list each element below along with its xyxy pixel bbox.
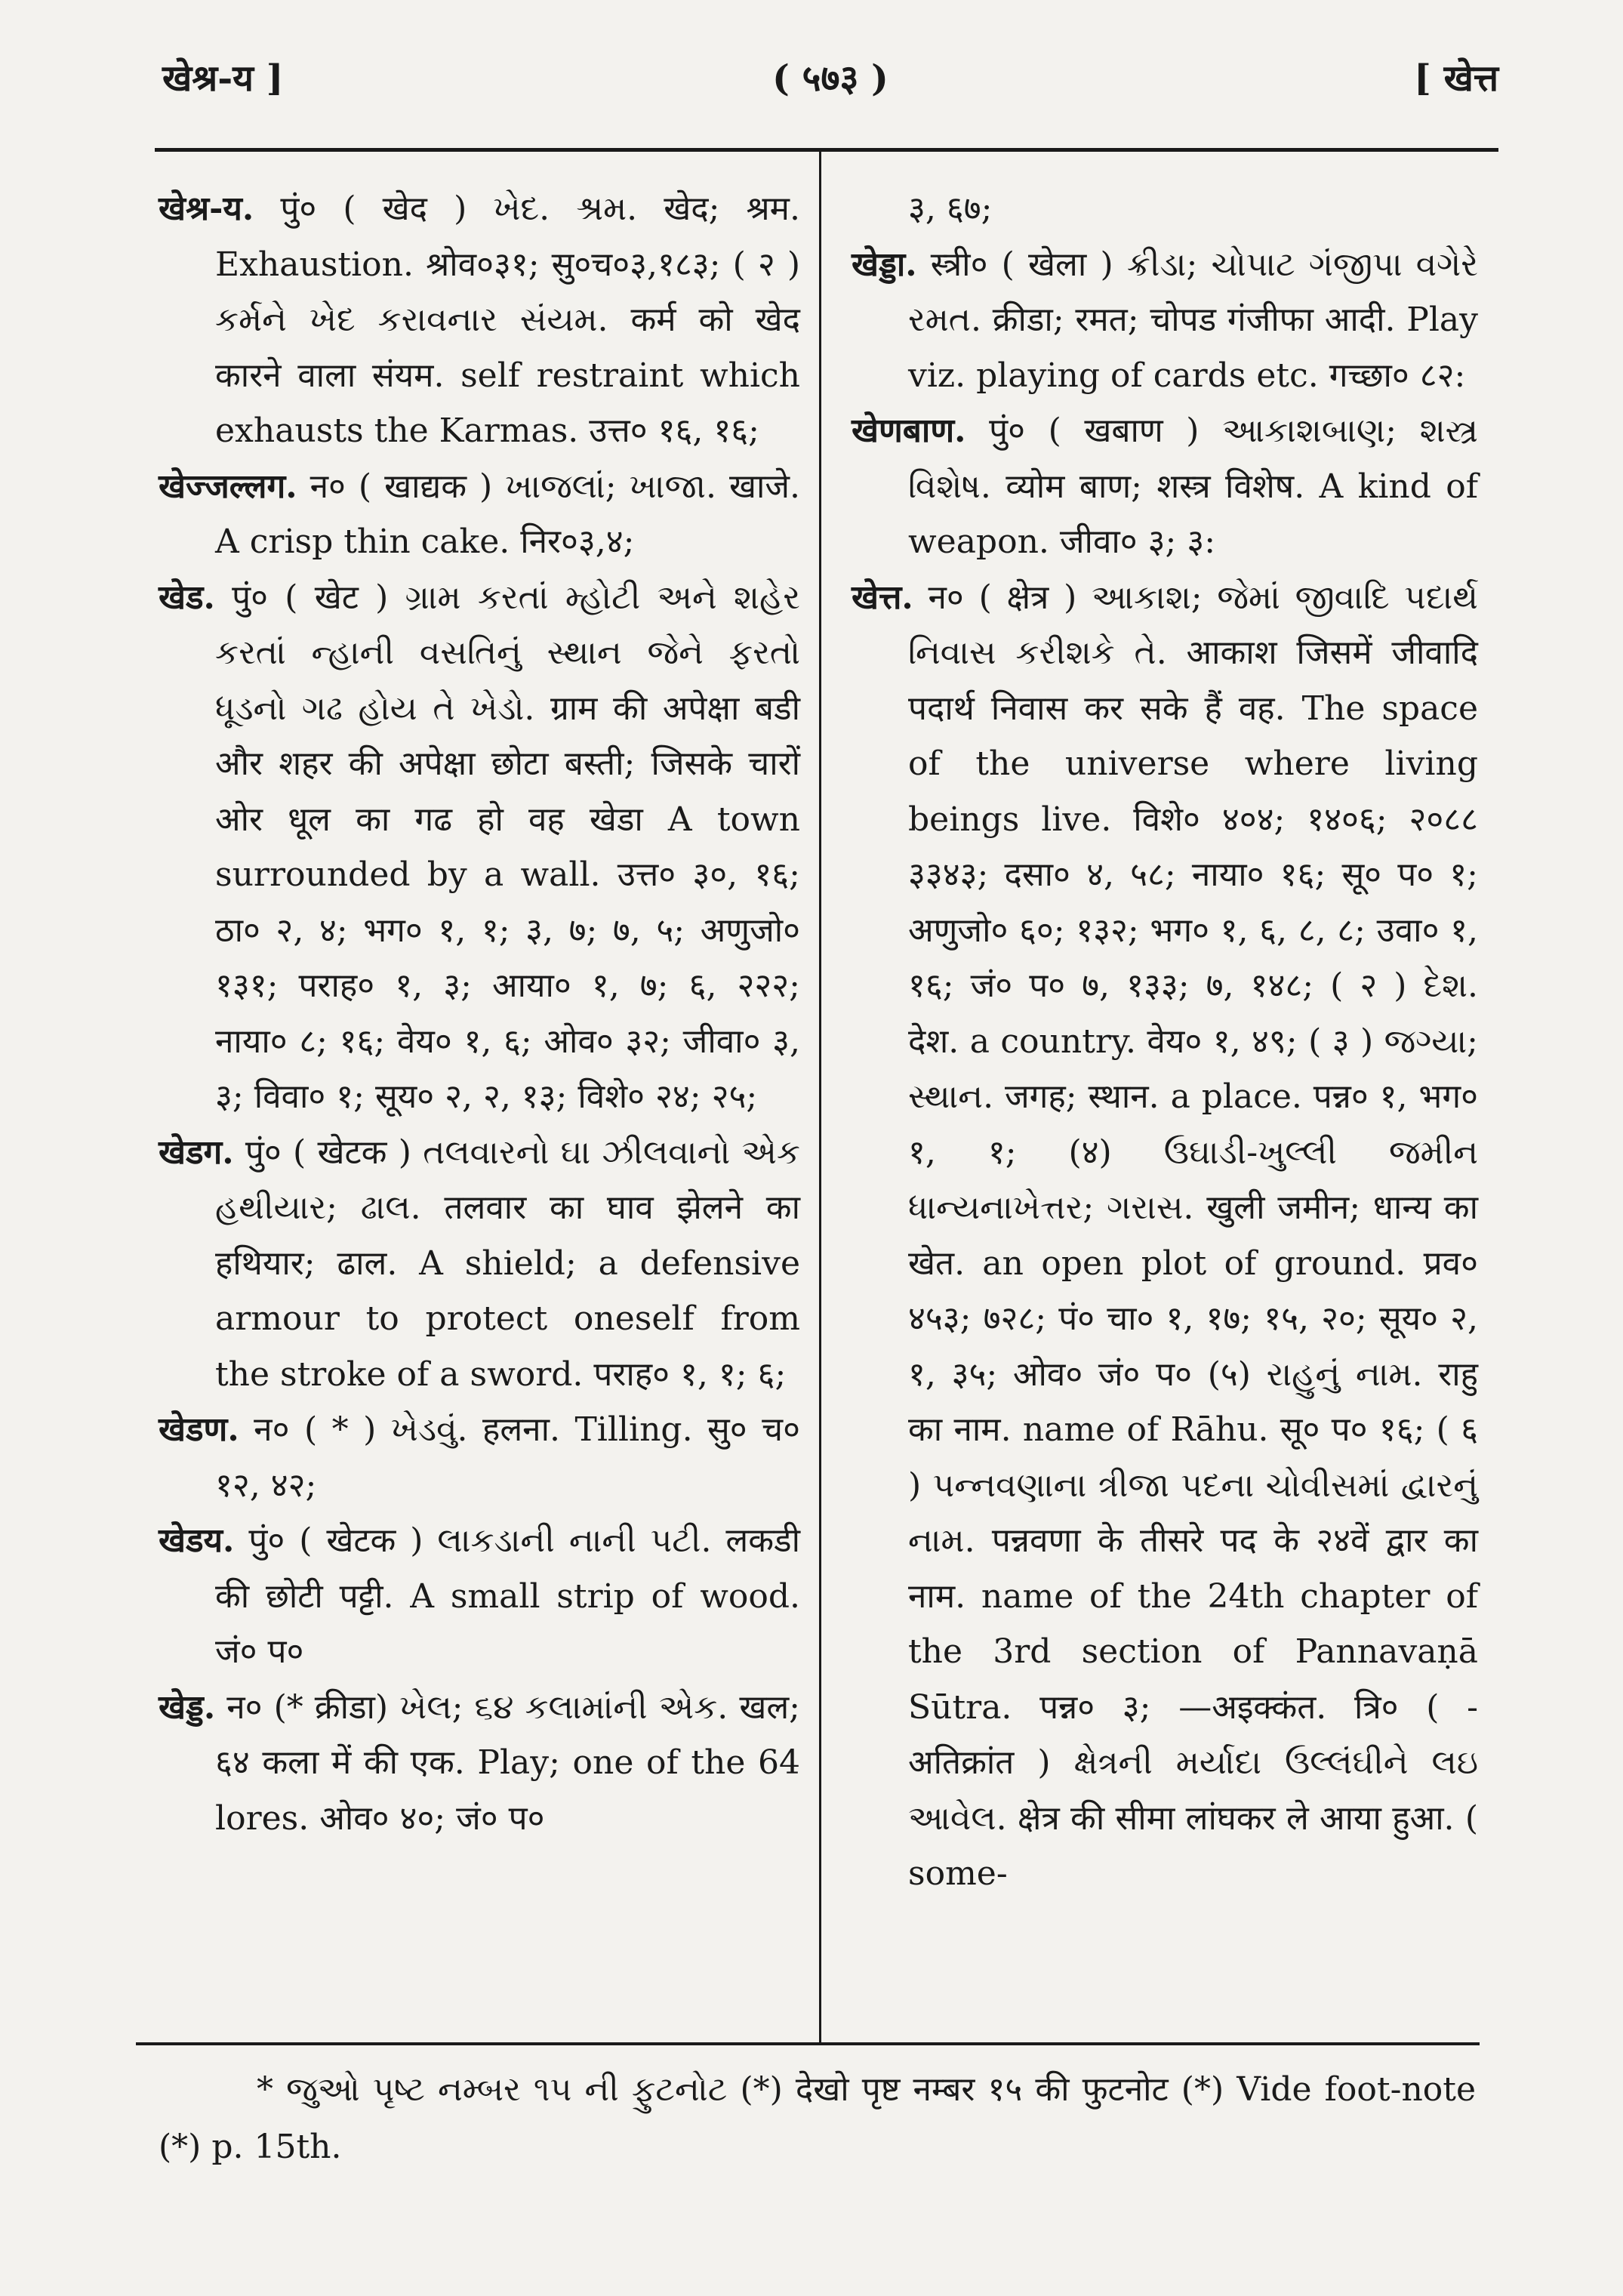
entry-continuation [852, 181, 1478, 237]
entry-headword: खेडय. [159, 1521, 235, 1560]
top-rule [155, 148, 1498, 152]
entry-body: पुं० ( खेटक ) તલવારનો ઘા ઝીલવાનો એક હથીયાર; ઢાલ. तलवार का घाव झेलने का हथियार; ढाल. A shield; a defensive armour to protect oneself from the stroke of a sword. पराह० १, १; ६; [215, 1133, 800, 1394]
entry-body: न० ( खाद्यक ) ખાજલાં; ખાજા. खाजे. A crisp thin cake. निर०३,४; [215, 467, 800, 561]
dictionary-entry [159, 1513, 800, 1680]
entry-body: न० ( क्षेत्र ) આકાશ; જેમાં જીવાદિ પદાર્થ નિવાસ કરીશકે તે. आकाश जिसमें जीवादि पदार्थ निवास कर सके हैं वह. The space of the universe where living beings live. विशे० ४०४; १४०६; २०८८ ३३४३; दसा० ४, ५८; नाया० १६; सू० प० १; अणुजो० ६०; १३२; भग० १, ६, ८, ८; उवा० १, १६; जं० प० ७, १३३; ७, १४८; ( २ ) દેશ. देश. a country. वेय० १, ४९; ( ३ ) જગ્યા; સ્થાન. जगह; स्थान. a place. पन्न० १, भग० १, १; (४) ઉઘાડી-ખુલ્લી જમીન ધાન્યનાખેત્તર; ગરાસ. खुली जमीन; धान्य का खेत. an open plot of ground. प्रव० ४५३; ७२८; पं० चा० १, १७; १५, २०; सूय० २, १, ३५; ओव० जं० प० (५) રાહુનું નામ. राहु का नाम. name of Rāhu. सू० प० १६; ( ६ ) પન્નવણાના ત્રીજા પદના ચોવીસમાં દ્વારનું નામ. पन्नवणा के तीसरे पद के २४वें द्वार का नाम. name of the 24th chapter of the 3rd section of Pannavaṇā Sūtra. पन्न० ३; —अइक्कंत. त्रि० ( -अतिक्रांत ) ક્ષેત્રની મર્યાદા ઉલ્લંઘીને લઇ આવેલ. क्षेत्र की सीमा लांघकर ले आया हुआ. ( some- [908, 578, 1478, 1893]
entry-headword: खेणबाण. [852, 411, 966, 450]
entry-body: पुं० ( खेट ) ગ્રામ કરતાં મ્હોટી અને શહેર કરતાં ન્હાની વસતિનું સ્થાન જેને ફરતો ધૂડનો ગઢ હોય તે ખેડો. ग्राम की अपेक्षा बडी और शहर की अपेक्षा छोटा बस्ती; जिसके चारों ओर धूल का गढ हो वह खेडा A town surrounded by a wall. उत्त० ३०, १६; ठा० २, ४; भग० १, १; ३, ७; ७, ५; अणुजो० १३१; पराह० १, ३; आया० १, ७; ६, २२२; नाया० ८; १६; वेय० १, ६; ओव० ३२; जीवा० ३, ३; विवा० १; सूय० २, २, १३; विशे० २४; २५; [215, 578, 800, 1116]
dictionary-entry [159, 181, 800, 459]
dictionary-entry [159, 1402, 800, 1513]
entry-headword: खेश्र-य. [159, 190, 254, 228]
running-head-left: खेश्र-य ] [162, 57, 284, 100]
dictionary-entry [159, 570, 800, 1125]
dictionary-entry [159, 1125, 800, 1403]
entry-headword: खेडग. [159, 1133, 234, 1172]
running-head-right: [ खेत्त [1414, 57, 1498, 100]
entry-headword: खेज्जल्लग. [159, 467, 297, 506]
entry-body: पुं० ( खेद ) ખેદ. શ્રમ. खेद; श्रम. Exhaustion. श्रोव०३१; सु०च०३,१८३; ( २ ) કર્મને ખેદ કરાવનાર સંયમ. कर्म को खेद कारने वाला संयम. self restraint which exhausts the Karmas. उत्त० १६, १६; [215, 190, 800, 450]
entry-body: न० ( * ) ખેડવું. हलना. Tilling. सु० च० १२, ४२; [215, 1410, 800, 1505]
dictionary-entry [852, 570, 1478, 1902]
entry-body: पुं० ( खेटक ) લાકડાની નાની પટી. लकडी की छोटी पट्टी. A small strip of wood. जं० प० [215, 1521, 800, 1671]
bottom-rule [136, 2042, 1480, 2045]
entry-headword: खेडण. [159, 1410, 239, 1449]
dictionary-entry [159, 459, 800, 570]
page-number: ( ५७३ ) [772, 57, 888, 100]
entry-body: न० (* क्रीडा) ખેલ; ૬૪ કલામાંની એક. खल; ६४ कला में की एक. Play; one of the 64 lores. ओव० ४०; जं० प० [215, 1687, 800, 1838]
entry-body: ३, ६७; [908, 190, 993, 228]
entry-body: पुं० ( खबाण ) આકાશબાણ; શસ્ત્ર વિશેષ. व्योम बाण; शस्त्र विशेष. A kind of weapon. जीवा० ३; ३: [908, 411, 1478, 561]
entry-headword: खेड. [159, 578, 215, 617]
entry-headword: खेड्डा. [852, 245, 917, 284]
footnote: * જુઓ પૃષ્ટ નમ્બર ૧૫ ની ફુટનોટ (*) देखो पृष्ट नम्बर १५ की फुटनोट (*) Vide foot-note (*) p. 15th. [159, 2070, 1476, 2166]
dictionary-entry [159, 1680, 800, 1847]
right-column [852, 181, 1478, 1902]
entry-headword: खेड्ड. [159, 1687, 216, 1727]
dictionary-entry [852, 403, 1478, 570]
entry-body: स्त्री० ( खेला ) ક્રીડા; ચોપાટ ગંજીપા વગેરે રમત. क्रीडा; रमत; चोपड गंजीफा आदी. Play viz. playing of cards etc. गच्छा० ८२: [908, 245, 1478, 395]
left-column [159, 181, 800, 1846]
column-divider [819, 151, 821, 2042]
dictionary-entry [852, 237, 1478, 404]
entry-headword: खेत्त. [852, 578, 913, 617]
